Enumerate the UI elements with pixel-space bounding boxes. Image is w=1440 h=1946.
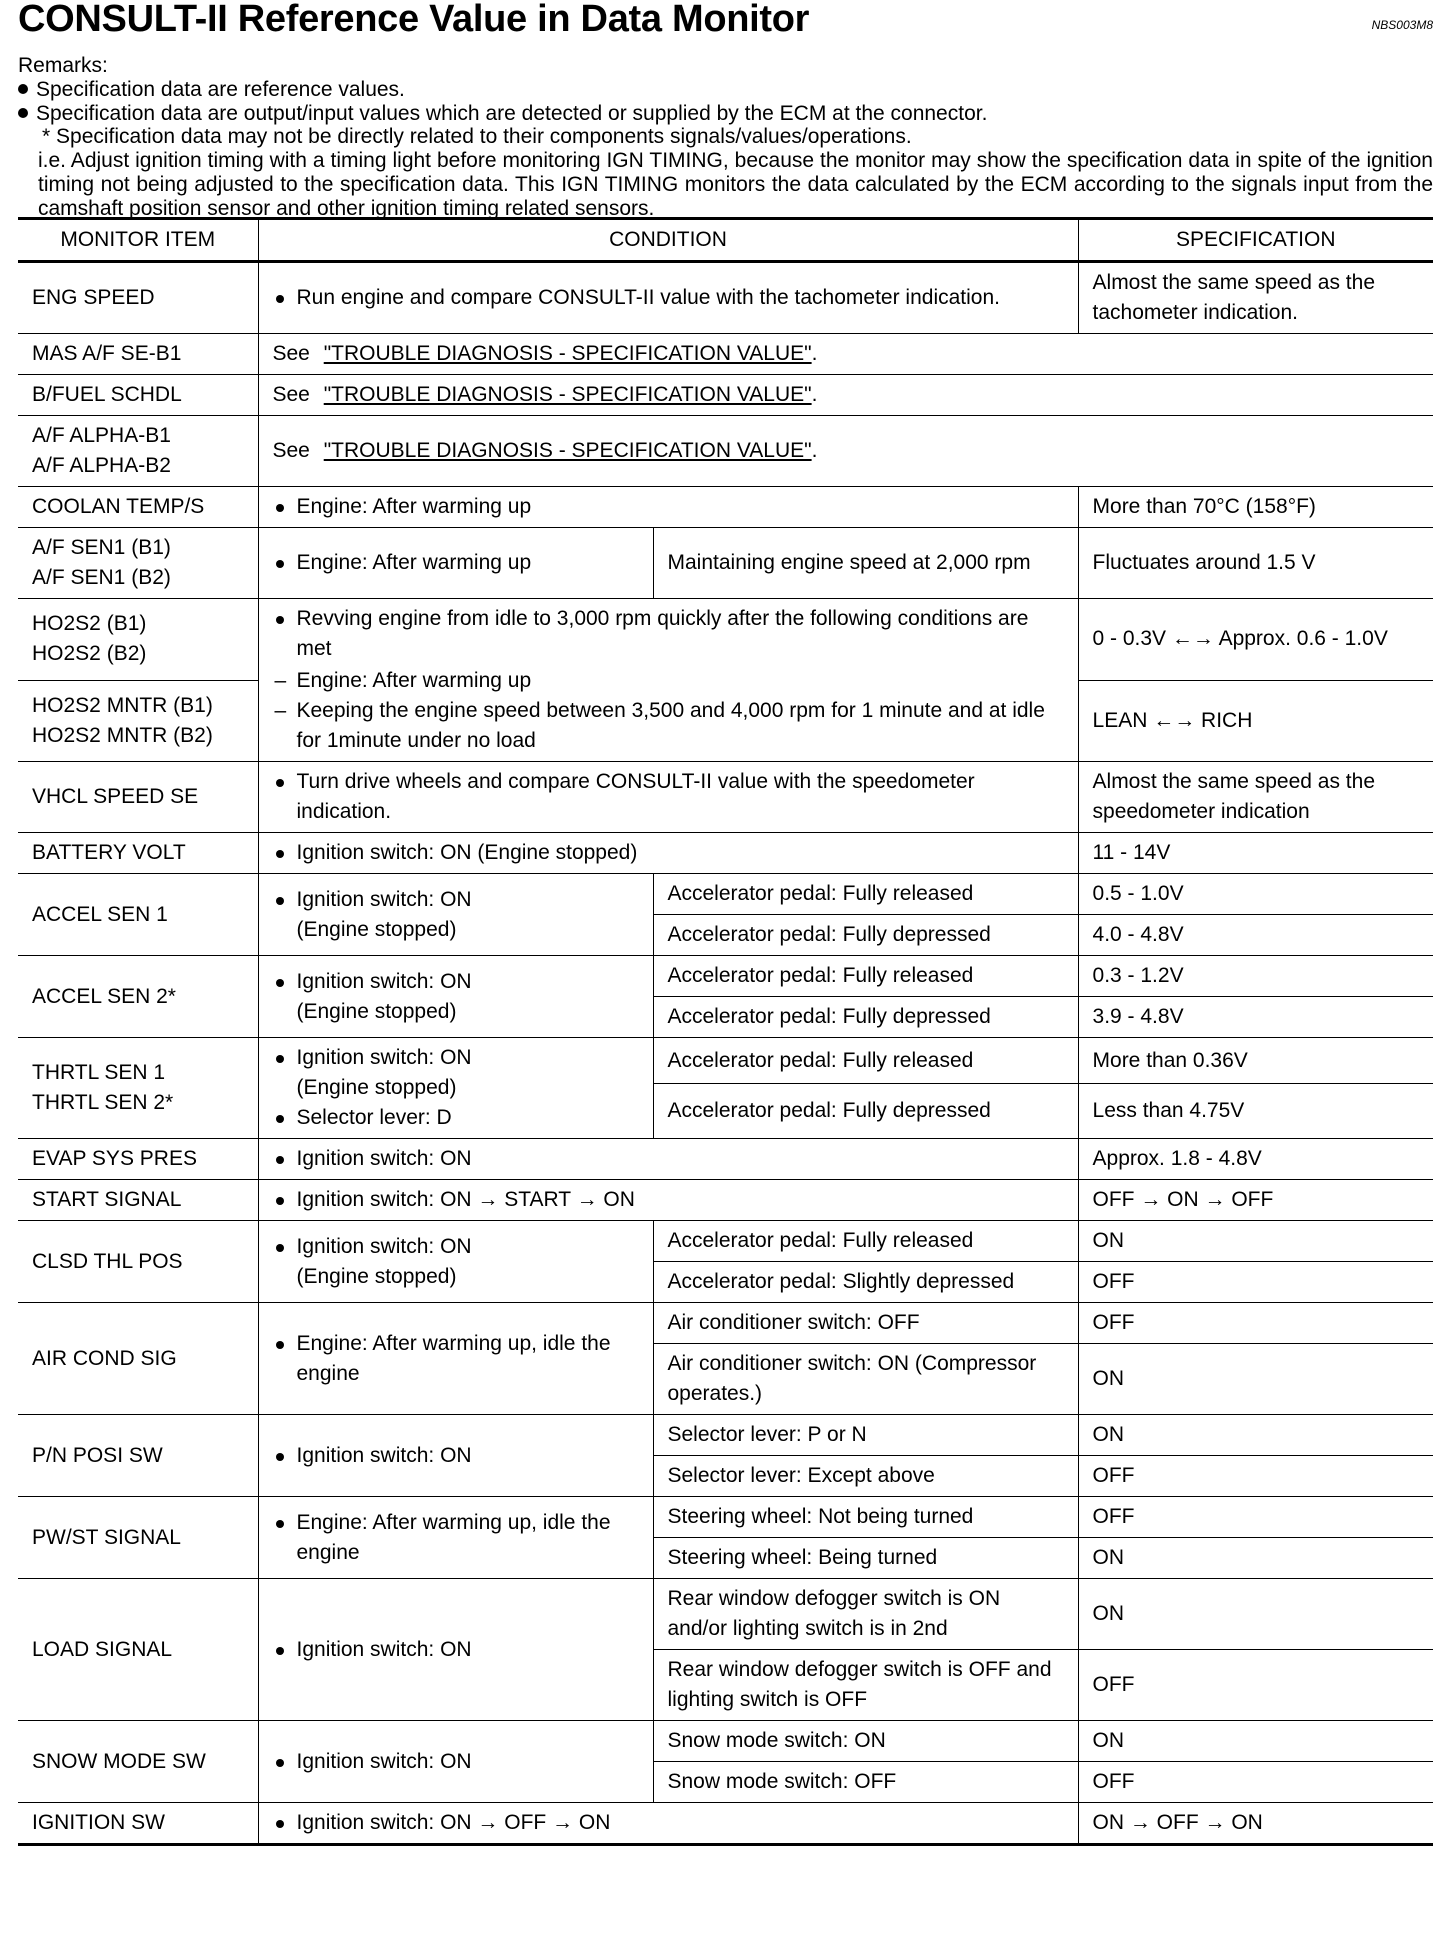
monitor-item: BATTERY VOLT <box>18 833 258 874</box>
monitor-item: THRTL SEN 1 THRTL SEN 2* <box>18 1038 258 1139</box>
monitor-item: EVAP SYS PRES <box>18 1139 258 1180</box>
table-row <box>18 262 1433 334</box>
condition-cell: Turn drive wheels and compare CONSULT-II value with the speedometer indication. <box>258 762 1078 833</box>
monitor-item: AIR COND SIG <box>18 1303 258 1415</box>
sub-condition-cell: Accelerator pedal: Slightly depressed <box>653 1262 1078 1303</box>
condition-cell: Run engine and compare CONSULT-II value with the tachometer indication. <box>258 262 1078 334</box>
monitor-item: MAS A/F SE-B1 <box>18 334 258 375</box>
bullet-icon <box>18 84 28 94</box>
condition-cell: See "TROUBLE DIAGNOSIS - SPECIFICATION VALUE". <box>258 375 1433 416</box>
spec-value-link[interactable]: "TROUBLE DIAGNOSIS - SPECIFICATION VALUE" <box>323 383 812 406</box>
spec-cell: ON <box>1078 1344 1433 1415</box>
table-row <box>18 762 1433 833</box>
sub-condition-cell: Snow mode switch: ON <box>653 1721 1078 1762</box>
monitor-item: LOAD SIGNAL <box>18 1579 258 1721</box>
table-row <box>18 599 1433 681</box>
table-row <box>18 956 1433 997</box>
page <box>18 0 1433 1834</box>
table-row <box>18 1803 1433 1845</box>
sub-condition-cell: Accelerator pedal: Fully released <box>653 1038 1078 1084</box>
table-row <box>18 416 1433 487</box>
condition-cell: Engine: After warming up, idle the engine <box>258 1303 653 1415</box>
condition-cell: Ignition switch: ON <box>258 1721 653 1803</box>
remark-item: Specification data are reference values. <box>18 78 1433 102</box>
sub-condition-cell: Rear window defogger switch is ON and/or lighting switch is in 2nd <box>653 1579 1078 1650</box>
spec-cell: OFF <box>1078 1762 1433 1803</box>
condition-cell: Ignition switch: ON (Engine stopped) <box>258 874 653 956</box>
monitor-item: START SIGNAL <box>18 1180 258 1221</box>
table-row <box>18 1038 1433 1084</box>
remark-item: Specification data are output/input values which are detected or supplied by the ECM at the connector. <box>18 102 1433 126</box>
sub-condition-cell: Air conditioner switch: OFF <box>653 1303 1078 1344</box>
remarks-heading: Remarks: <box>18 54 108 77</box>
condition-cell: See "TROUBLE DIAGNOSIS - SPECIFICATION VALUE". <box>258 334 1433 375</box>
spec-cell: ON → OFF → ON <box>1078 1803 1433 1845</box>
spec-cell: OFF <box>1078 1456 1433 1497</box>
spec-cell: 0 - 0.3V ←→ Approx. 0.6 - 1.0V <box>1078 599 1433 681</box>
sub-condition-cell: Accelerator pedal: Fully depressed <box>653 915 1078 956</box>
spec-cell: 11 - 14V <box>1078 833 1433 874</box>
condition-cell: Ignition switch: ON <box>258 1415 653 1497</box>
spec-cell: Approx. 1.8 - 4.8V <box>1078 1139 1433 1180</box>
condition-cell: See "TROUBLE DIAGNOSIS - SPECIFICATION VALUE". <box>258 416 1433 487</box>
spec-cell: More than 70°C (158°F) <box>1078 487 1433 528</box>
condition-cell: Engine: After warming up, idle the engine <box>258 1497 653 1579</box>
sub-condition-cell: Accelerator pedal: Fully depressed <box>653 1084 1078 1139</box>
spec-cell: ON <box>1078 1221 1433 1262</box>
spec-cell: OFF <box>1078 1650 1433 1721</box>
remarks <box>18 54 1433 221</box>
spec-cell: 4.0 - 4.8V <box>1078 915 1433 956</box>
spec-cell: ON <box>1078 1721 1433 1762</box>
sub-condition-cell: Air conditioner switch: ON (Compressor operates.) <box>653 1344 1078 1415</box>
sub-condition-cell: Accelerator pedal: Fully depressed <box>653 997 1078 1038</box>
spec-cell: ON <box>1078 1415 1433 1456</box>
table-row <box>18 528 1433 599</box>
condition-cell: Ignition switch: ON <box>258 1579 653 1721</box>
sub-condition-cell: Accelerator pedal: Fully released <box>653 1221 1078 1262</box>
spec-cell: More than 0.36V <box>1078 1038 1433 1084</box>
spec-cell: LEAN ←→ RICH <box>1078 680 1433 762</box>
monitor-item: COOLAN TEMP/S <box>18 487 258 528</box>
condition-cell: Engine: After warming up <box>258 528 653 599</box>
monitor-item: CLSD THL POS <box>18 1221 258 1303</box>
monitor-item: ACCEL SEN 2* <box>18 956 258 1038</box>
table-row <box>18 334 1433 375</box>
monitor-item: HO2S2 MNTR (B1) HO2S2 MNTR (B2) <box>18 680 258 762</box>
spec-cell: 0.5 - 1.0V <box>1078 874 1433 915</box>
condition-cell: Ignition switch: ON (Engine stopped) <box>258 833 1078 874</box>
sub-condition-cell: Selector lever: Except above <box>653 1456 1078 1497</box>
monitor-item: ENG SPEED <box>18 262 258 334</box>
spec-cell: 0.3 - 1.2V <box>1078 956 1433 997</box>
reference-value-table <box>18 217 1433 1846</box>
spec-cell: 3.9 - 4.8V <box>1078 997 1433 1038</box>
table-row <box>18 1303 1433 1344</box>
spec-cell: OFF <box>1078 1497 1433 1538</box>
condition-cell: Ignition switch: ON → START → ON <box>258 1180 1078 1221</box>
monitor-item: A/F ALPHA-B1 A/F ALPHA-B2 <box>18 416 258 487</box>
table-row <box>18 1415 1433 1456</box>
condition-cell: Ignition switch: ON → OFF → ON <box>258 1803 1078 1845</box>
spec-cell: OFF → ON → OFF <box>1078 1180 1433 1221</box>
sub-condition-cell: Selector lever: P or N <box>653 1415 1078 1456</box>
monitor-item: A/F SEN1 (B1) A/F SEN1 (B2) <box>18 528 258 599</box>
sub-condition-cell: Snow mode switch: OFF <box>653 1762 1078 1803</box>
table-row <box>18 874 1433 915</box>
sub-condition-cell: Steering wheel: Being turned <box>653 1538 1078 1579</box>
table-row <box>18 375 1433 416</box>
spec-cell: ON <box>1078 1538 1433 1579</box>
monitor-item: VHCL SPEED SE <box>18 762 258 833</box>
header-specification: SPECIFICATION <box>1078 219 1433 262</box>
monitor-item: PW/ST SIGNAL <box>18 1497 258 1579</box>
spec-cell: Almost the same speed as the tachometer indication. <box>1078 262 1433 334</box>
monitor-item: ACCEL SEN 1 <box>18 874 258 956</box>
table-row <box>18 487 1433 528</box>
bullet-icon <box>18 108 28 118</box>
doc-code: NBS003M8 <box>1371 18 1433 32</box>
spec-cell: Almost the same speed as the speedometer indication <box>1078 762 1433 833</box>
header-monitor-item: MONITOR ITEM <box>18 219 258 262</box>
remark-example: i.e. Adjust ignition timing with a timing light before monitoring IGN TIMING, because the monitor may show the specification data in spite of the ignition timing not being adjusted to the specification data. This IGN TIMING monitors the data calculated by the ECM according to the signals input from the camshaft position sensor and other ignition timing related sensors. <box>38 149 1433 220</box>
spec-cell: ON <box>1078 1579 1433 1650</box>
spec-cell: OFF <box>1078 1262 1433 1303</box>
table-row <box>18 1579 1433 1650</box>
page-title: CONSULT-II Reference Value in Data Monitor <box>18 0 810 40</box>
spec-cell: Fluctuates around 1.5 V <box>1078 528 1433 599</box>
table-row <box>18 1180 1433 1221</box>
title-row <box>18 0 1433 52</box>
sub-condition-cell: Rear window defogger switch is OFF and lighting switch is OFF <box>653 1650 1078 1721</box>
sub-condition-cell: Accelerator pedal: Fully released <box>653 956 1078 997</box>
sub-condition-cell: Steering wheel: Not being turned <box>653 1497 1078 1538</box>
table-row <box>18 1721 1433 1762</box>
spec-value-link[interactable]: "TROUBLE DIAGNOSIS - SPECIFICATION VALUE" <box>323 342 812 365</box>
spec-cell: OFF <box>1078 1303 1433 1344</box>
sub-condition-cell: Maintaining engine speed at 2,000 rpm <box>653 528 1078 599</box>
table-row <box>18 1221 1433 1262</box>
monitor-item: IGNITION SW <box>18 1803 258 1845</box>
condition-cell: Ignition switch: ON <box>258 1139 1078 1180</box>
condition-cell: Ignition switch: ON (Engine stopped) <box>258 1221 653 1303</box>
spec-cell: Less than 4.75V <box>1078 1084 1433 1139</box>
monitor-item: SNOW MODE SW <box>18 1721 258 1803</box>
sub-condition-cell: Accelerator pedal: Fully released <box>653 874 1078 915</box>
monitor-item: P/N POSI SW <box>18 1415 258 1497</box>
spec-value-link[interactable]: "TROUBLE DIAGNOSIS - SPECIFICATION VALUE" <box>323 439 812 462</box>
monitor-item: HO2S2 (B1) HO2S2 (B2) <box>18 599 258 681</box>
condition-cell: Engine: After warming up <box>258 487 1078 528</box>
condition-cell: Ignition switch: ON (Engine stopped) <box>258 956 653 1038</box>
header-condition: CONDITION <box>258 219 1078 262</box>
condition-cell: Ignition switch: ON (Engine stopped) Selector lever: D <box>258 1038 653 1139</box>
monitor-item: B/FUEL SCHDL <box>18 375 258 416</box>
table-header-row <box>18 219 1433 262</box>
table-row <box>18 1139 1433 1180</box>
table-row <box>18 833 1433 874</box>
table-row <box>18 1497 1433 1538</box>
condition-cell: Revving engine from idle to 3,000 rpm quickly after the following conditions are met – Engine: After warming up – Keeping the engine speed between 3,500 and 4,000 rpm for 1 minute and at idle for 1minute under no load <box>258 599 1078 762</box>
remark-note: * Specification data may not be directly related to their components signals/values/operations. <box>42 125 912 149</box>
